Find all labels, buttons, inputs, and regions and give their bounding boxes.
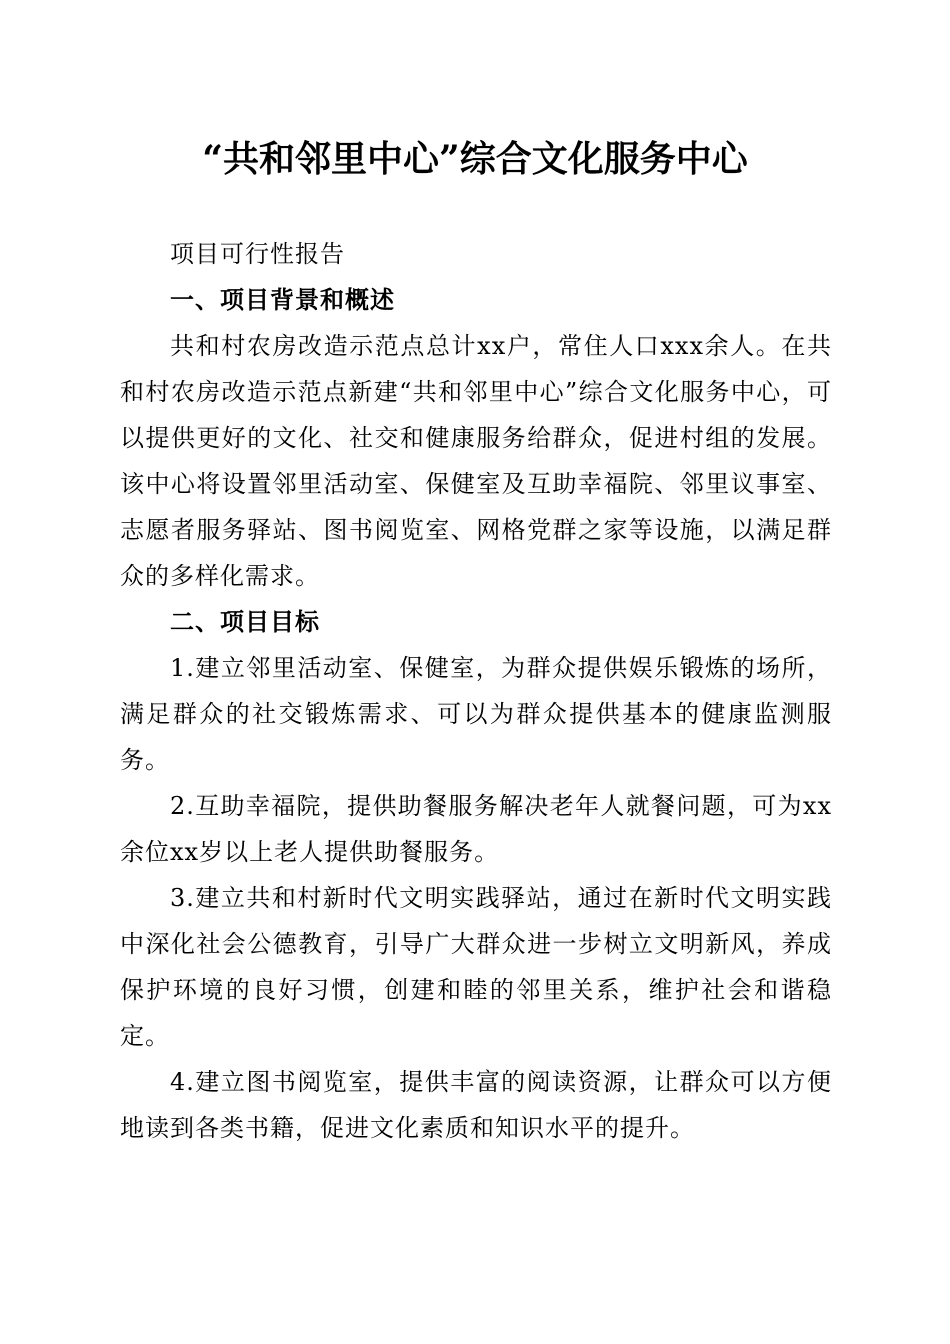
section-heading-background: 一、项目背景和概述 xyxy=(170,286,395,314)
goal-item-2: 2.互助幸福院，提供助餐服务解决老年人就餐问题，可为xx余位xx岁以上老人提供助餐服务。 xyxy=(120,792,832,866)
section-background-paragraph: 共和村农房改造示范点总计xx户，常住人口xxx余人。在共和村农房改造示范点新建“共和邻里中心”综合文化服务中心，可以提供更好的文化、社交和健康服务给群众，促进村组的发展。该中心将设置邻里活动室、保健室及互助幸福院、邻里议事室、志愿者服务驿站、图书阅览室、网格党群之家等设施，以满足群众的多样化需求。 xyxy=(120,332,832,590)
goal-item-3: 3.建立共和村新时代文明实践驿站，通过在新时代文明实践中深化社会公德教育，引导广大群众进一步树立文明新风，养成保护环境的良好习惯，创建和睦的邻里关系，维护社会和谐稳定。 xyxy=(120,884,832,1050)
goal-item-4: 4.建立图书阅览室，提供丰富的阅读资源，让群众可以方便地读到各类书籍，促进文化素质和知识水平的提升。 xyxy=(120,1068,832,1142)
goal-item-1: 1.建立邻里活动室、保健室，为群众提供娱乐锻炼的场所，满足群众的社交锻炼需求、可以为群众提供基本的健康监测服务。 xyxy=(120,654,832,774)
document-title: “共和邻里中心”综合文化服务中心 xyxy=(202,138,748,180)
document-body xyxy=(120,231,832,1151)
section-heading-goals: 二、项目目标 xyxy=(170,608,320,636)
report-subtitle: 项目可行性报告 xyxy=(170,240,345,268)
